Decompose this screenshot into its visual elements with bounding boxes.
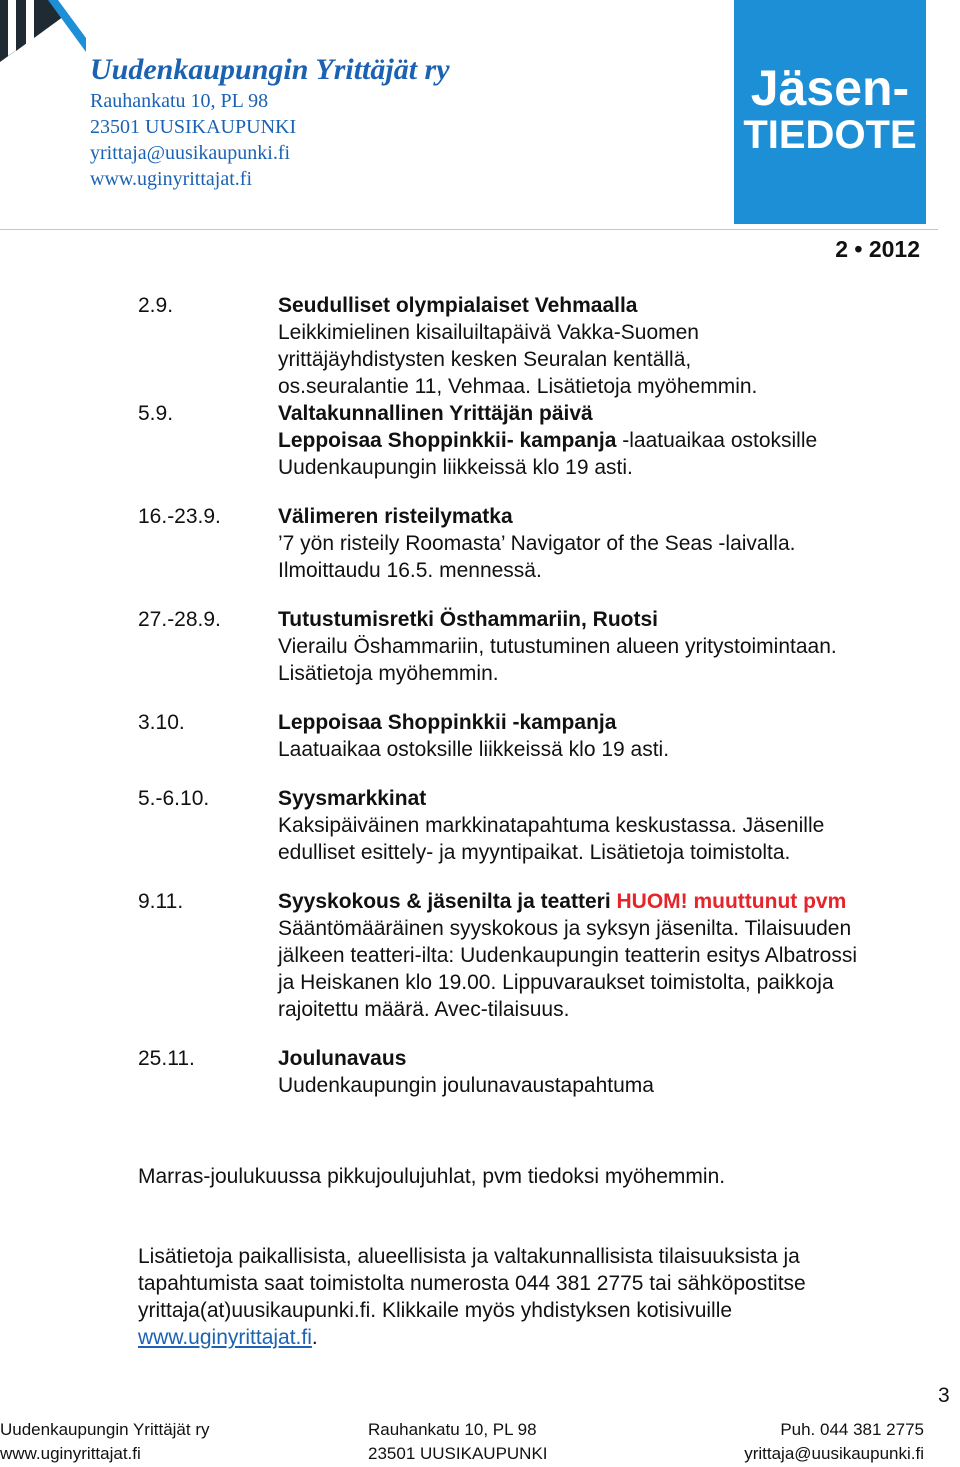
event-item	[138, 400, 928, 481]
event-item	[138, 292, 928, 400]
footer-org-name: Uudenkaupungin Yrittäjät ry	[0, 1420, 210, 1439]
huom-alert: HUOM	[616, 890, 681, 913]
event-text: Uudenkaupungin liikkeissä klo 19 asti.	[278, 456, 633, 479]
event-text: Sääntömääräinen syyskokous ja syksyn jäsenilta. Tilaisuuden	[278, 917, 852, 940]
event-title: Seudulliset olympialaiset Vehmaalla	[278, 294, 638, 317]
badge-line-1: Jäsen-	[750, 60, 910, 116]
note-line: tapahtumista saat toimistolta numerosta 044 381 2775 tai sähköpostitse	[138, 1272, 806, 1295]
event-item	[138, 1045, 928, 1099]
website-link[interactable]: www.uginyrittajat.fi	[138, 1326, 312, 1349]
event-text: edulliset esittely- ja myyntipaikat. Lisätietoja toimistolta.	[278, 841, 791, 864]
event-title: Valtakunnallinen Yrittäjän päivä	[278, 402, 593, 425]
event-date: 2.9.	[138, 294, 174, 317]
page-number: 3	[938, 1384, 950, 1407]
org-postal: 23501 UUSIKAUPUNKI	[90, 116, 297, 138]
event-text: ja Heiskanen klo 19.00. Lippuvaraukset toimistolta, paikkoja	[278, 971, 834, 994]
footer-email[interactable]: yrittaja@uusikaupunki.fi	[744, 1444, 924, 1463]
event-item	[138, 503, 928, 584]
event-date: 5.9.	[138, 402, 174, 425]
event-item	[138, 606, 928, 687]
issue-number: 2 • 2012	[835, 236, 920, 262]
note-more-info	[138, 1243, 928, 1351]
event-text: rajoitettu määrä. Avec-tilaisuus.	[278, 998, 570, 1021]
event-title: Tutustumisretki Östhammariin, Ruotsi	[278, 608, 658, 631]
footer-right	[744, 1418, 924, 1466]
link-suffix: .	[311, 1326, 318, 1349]
event-title: Syysmarkkinat	[278, 787, 427, 810]
event-subtitle-rest: -laatuaikaa ostoksille	[616, 429, 818, 452]
event-date: 3.10.	[138, 711, 185, 734]
event-text: Laatuaikaa ostoksille liikkeissä klo 19 asti.	[278, 738, 670, 761]
note-christmas-parties: Marras-joulukuussa pikkujoulujuhlat, pvm tiedoksi myöhemmin.	[138, 1165, 726, 1188]
org-name: Uudenkaupungin Yrittäjät ry	[90, 53, 450, 86]
event-date: 9.11.	[138, 890, 184, 913]
footer-center	[368, 1418, 548, 1466]
event-subtitle	[278, 427, 928, 454]
event-text: os.seuralantie 11, Vehmaa. Lisätietoja myöhemmin.	[278, 375, 758, 398]
event-title	[278, 888, 928, 915]
footer-left	[0, 1418, 210, 1466]
event-text: yrittäjäyhdistysten kesken Seuralan kentällä,	[278, 348, 692, 371]
event-text: ’7 yön risteily Roomasta’ Navigator of the Seas -laivalla.	[278, 532, 796, 555]
event-date: 25.11.	[138, 1047, 195, 1070]
org-email[interactable]: yrittaja@uusikaupunki.fi	[90, 142, 291, 164]
org-info	[90, 52, 450, 192]
org-address: Rauhankatu 10, PL 98	[90, 90, 269, 112]
event-subtitle-bold: Leppoisaa Shoppinkkii- kampanja	[278, 429, 617, 452]
event-list	[138, 292, 928, 1099]
event-text: Kaksipäiväinen markkinatapahtuma keskustassa. Jäsenille	[278, 814, 825, 837]
note-line: Lisätietoja paikallisista, alueellisista ja valtakunnallisista tilaisuuksista ja	[138, 1245, 800, 1268]
footer-address: Rauhankatu 10, PL 98	[368, 1420, 537, 1439]
event-text: Vierailu Öshammariin, tutustuminen alueen yritystoimintaan.	[278, 635, 837, 658]
org-website[interactable]: www.uginyrittajat.fi	[90, 168, 253, 190]
event-date: 16.-23.9.	[138, 505, 221, 528]
changed-date-alert: ! muuttunut pvm	[680, 890, 847, 913]
event-item	[138, 709, 928, 763]
footer-phone: Puh. 044 381 2775	[780, 1420, 924, 1439]
jasentiedote-badge	[734, 0, 926, 224]
event-title-main: Syyskokous & jäsenilta ja teatteri	[278, 890, 617, 913]
event-date: 5.-6.10.	[138, 787, 210, 810]
header-divider	[0, 229, 938, 230]
event-text: Leikkimielinen kisailuiltapäivä Vakka-Suomen	[278, 321, 699, 344]
event-date: 27.-28.9.	[138, 608, 221, 631]
event-text: Uudenkaupungin joulunavaustapahtuma	[278, 1074, 654, 1097]
footer-website[interactable]: www.uginyrittajat.fi	[0, 1444, 141, 1463]
event-text: Lisätietoja myöhemmin.	[278, 662, 499, 685]
footer-postal: 23501 UUSIKAUPUNKI	[368, 1444, 548, 1463]
event-title: Leppoisaa Shoppinkkii -kampanja	[278, 711, 617, 734]
event-text: Ilmoittaudu 16.5. mennessä.	[278, 559, 542, 582]
note-line	[138, 1324, 928, 1351]
event-item	[138, 785, 928, 866]
note-line: yrittaja(at)uusikaupunki.fi. Klikkaile myös yhdistyksen kotisivuille	[138, 1299, 733, 1322]
logo-triangles-icon	[0, 0, 90, 80]
event-item	[138, 888, 928, 1023]
event-text: jälkeen teatteri-ilta: Uudenkaupungin teatterin esitys Albatrossi	[278, 944, 857, 967]
badge-line-2: TIEDOTE	[743, 113, 917, 157]
event-title: Joulunavaus	[278, 1047, 407, 1070]
event-title: Välimeren risteilymatka	[278, 505, 513, 528]
